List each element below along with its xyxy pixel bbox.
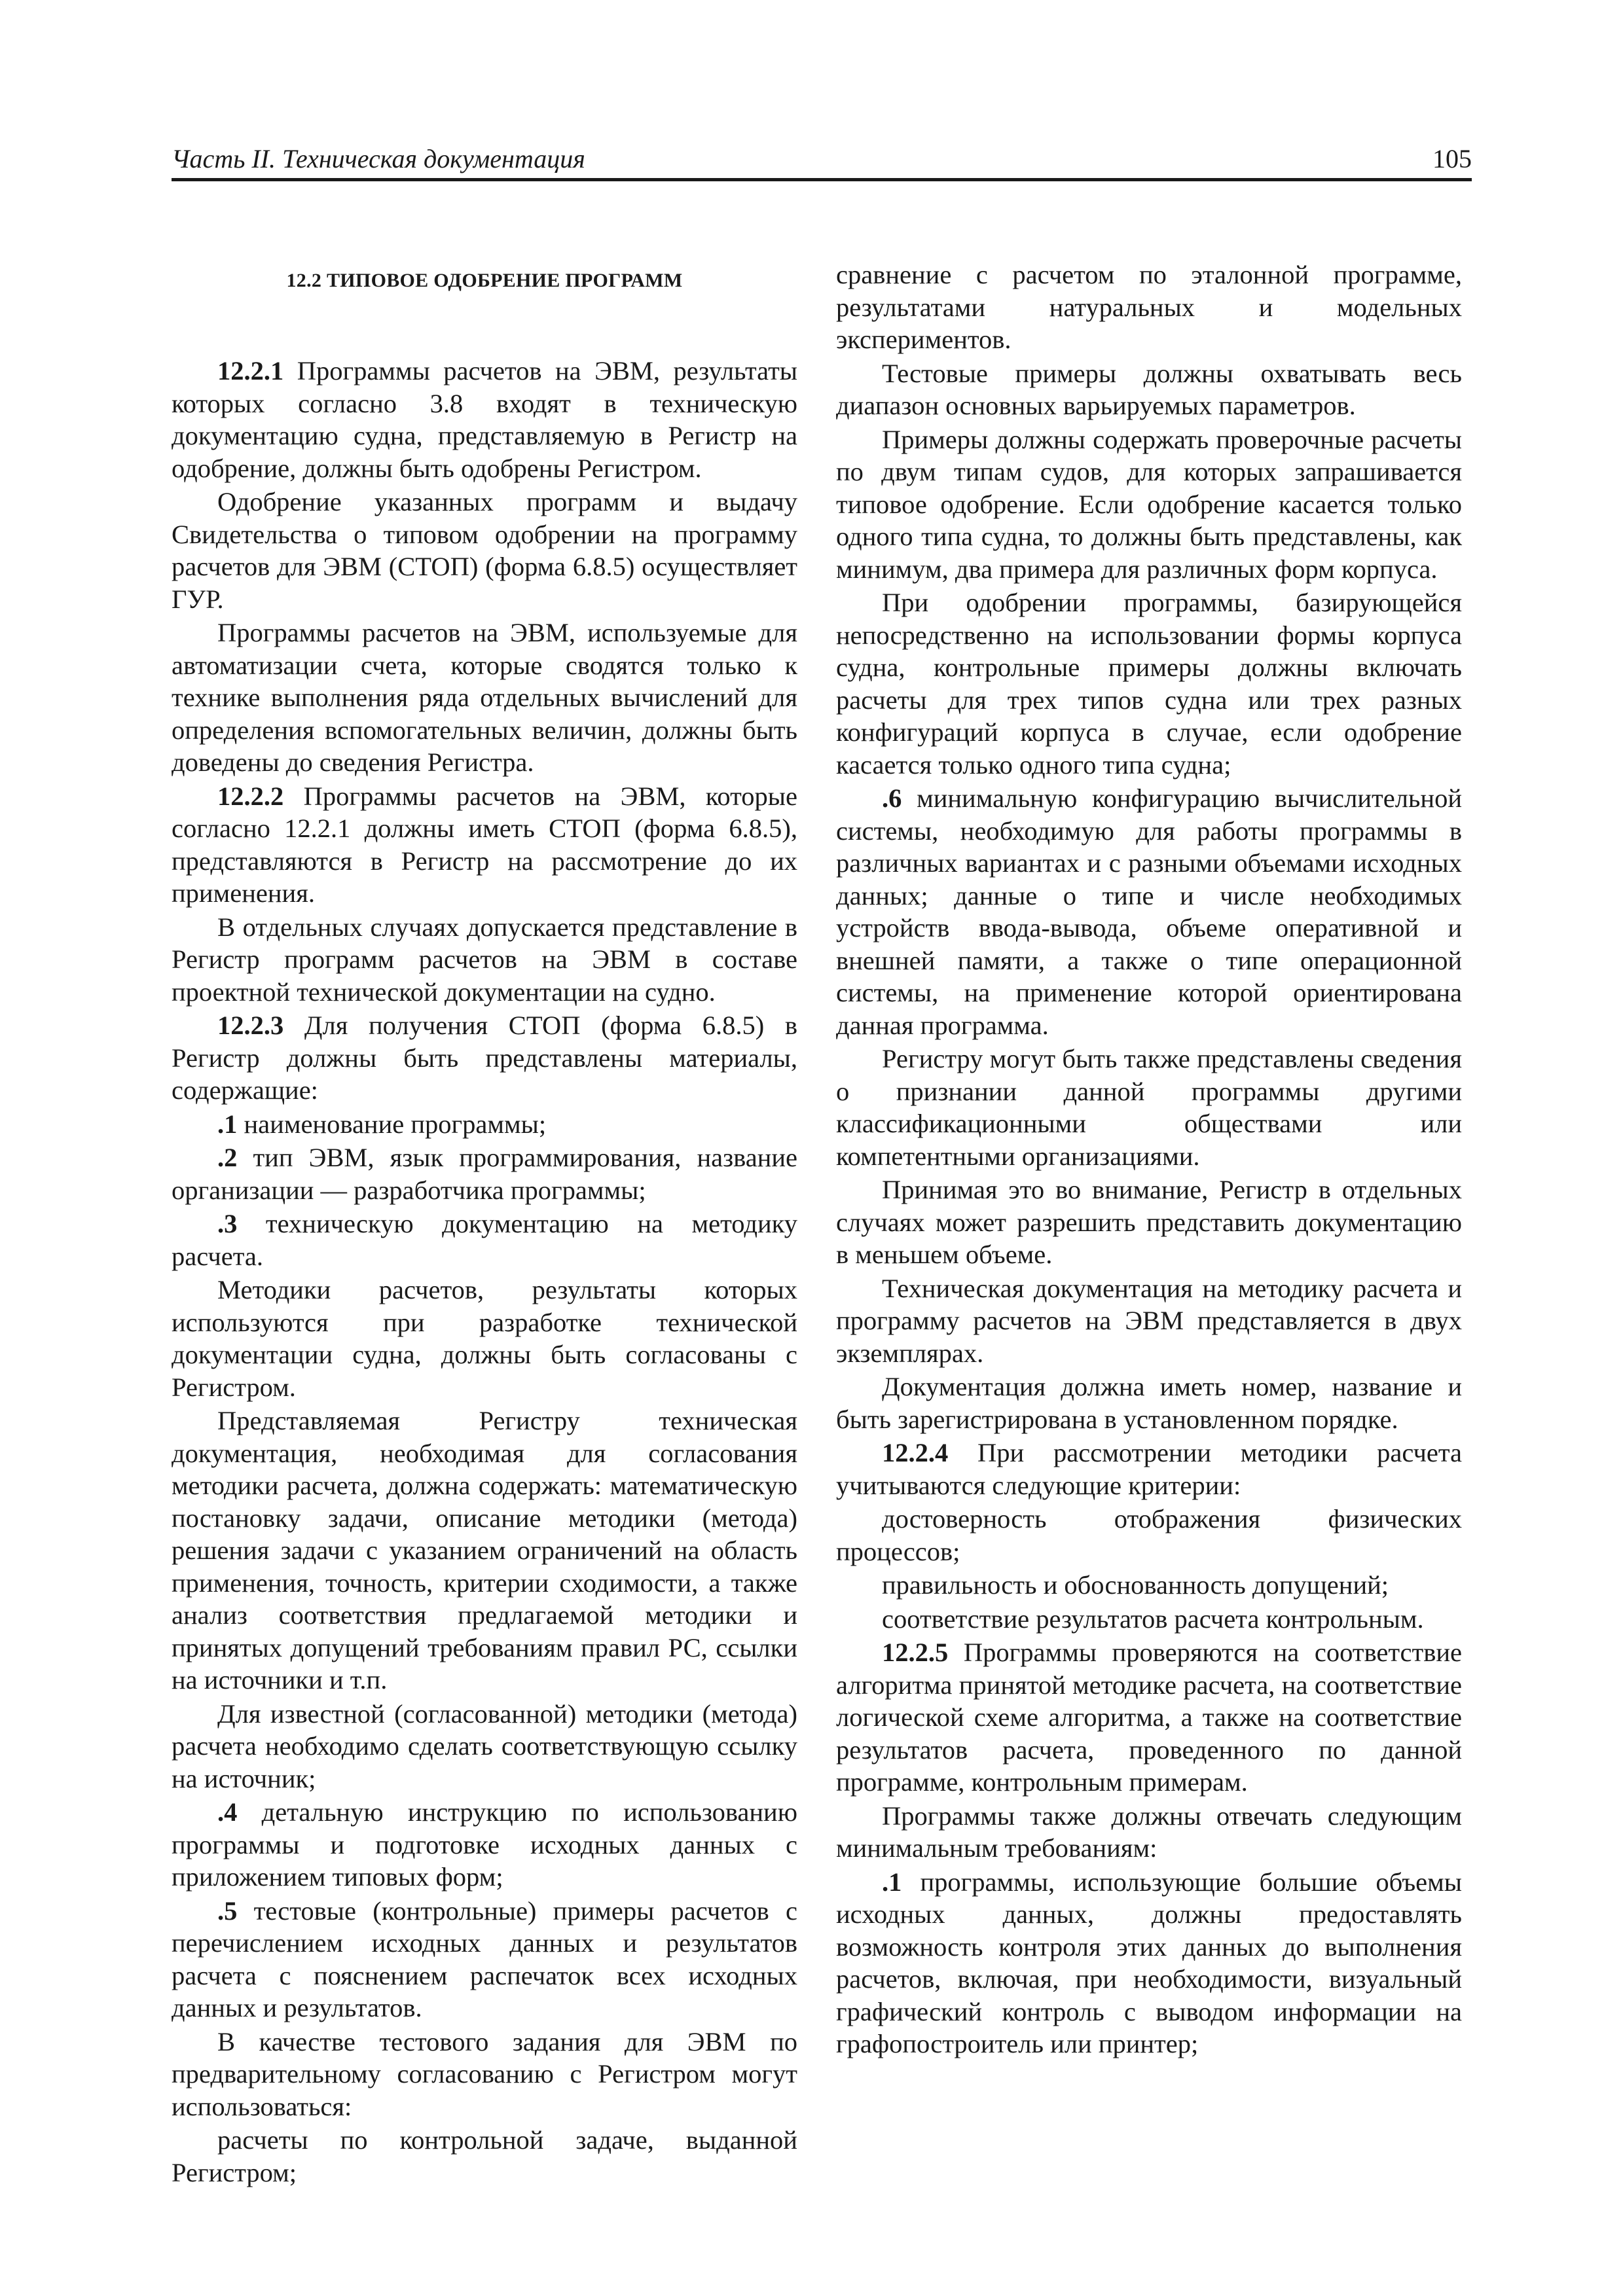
paragraph-text: Одобрение указанных программ и выдачу Свидетельства о типовом одобрении на программу расчетов для ЭВМ (СТОП) (форма 6.8.5) осуществляет ГУР. (172, 487, 797, 614)
paragraph (836, 1603, 1462, 1636)
paragraph (172, 1108, 797, 1141)
paragraph-text: В качестве тестового задания для ЭВМ по предварительному согласованию с Регистром могут использоваться: (172, 2026, 797, 2121)
paragraph (172, 355, 797, 484)
paragraph-text: сравнение с расчетом по эталонной программе, результатами натуральных и модельных экспериментов. (836, 260, 1462, 354)
paragraph-text: техническую документацию на методику расчета. (172, 1209, 797, 1271)
paragraph-text: Программы расчетов на ЭВМ, используемые для автоматизации счета, которые сводятся только к технике выполнения ряда отдельных вычислений для определения вспомогательных величин, должны быть доведены до сведения Регистра. (172, 618, 797, 777)
paragraph (836, 1636, 1462, 1799)
paragraph (172, 1141, 797, 1206)
clause-number: 12.2.2 (217, 781, 284, 811)
paragraph-text: тип ЭВМ, язык программирования, название организации — разработчика программы; (172, 1143, 797, 1205)
section-heading: 12.2 ТИПОВОЕ ОДОБРЕНИЕ ПРОГРАММ (286, 270, 683, 291)
paragraph-text: минимальную конфигурацию вычислительной системы, необходимую для работы программы в различных вариантах и с разными объемами исходных данных; данные о типе и числе необходимых устройств ввода-вывода, объеме оперативной и внешней памяти, а также о типе операционной системы, на применение которой ориентирована данная программа. (836, 783, 1462, 1040)
paragraph-text: правильность и обоснованность допущений; (882, 1570, 1389, 1600)
paragraph (836, 1503, 1462, 1568)
clause-number: .6 (882, 783, 902, 813)
paragraph (172, 2026, 797, 2123)
paragraph-text: При рассмотрении методики расчета учитываются следующие критерии: (836, 1438, 1462, 1500)
paragraph (172, 1698, 797, 1795)
paragraph-text: Примеры должны содержать проверочные расчеты по двум типам судов, для которых запрашивается типовое одобрение. Если одобрение касается только одного типа судна, то должны быть представлены, как минимум, два примера для различных форм корпуса. (836, 424, 1462, 584)
paragraph (836, 1569, 1462, 1602)
paragraph-text: Техническая документация на методику расчета и программу расчетов на ЭВМ представляется в двух экземплярах. (836, 1273, 1462, 1368)
paragraph (836, 259, 1462, 356)
paragraph (836, 782, 1462, 1041)
paragraph (172, 1009, 797, 1107)
paragraph-text: расчеты по контрольной задаче, выданной Регистром; (172, 2125, 797, 2187)
paragraph (172, 2124, 797, 2189)
paragraph (836, 586, 1462, 781)
paragraph (836, 1800, 1462, 1865)
paragraph (172, 1208, 797, 1272)
part-title: Часть II. Техническая документация (172, 144, 585, 173)
left-column (172, 259, 797, 2190)
paragraph (172, 1796, 797, 1893)
paragraph-text: Принимая это во внимание, Регистр в отдельных случаях может разрешить представить документацию в меньшем объеме. (836, 1175, 1462, 1269)
clause-number: 12.2.1 (217, 356, 284, 386)
clause-number: .5 (217, 1895, 238, 1926)
clause-number: 12.2.4 (882, 1438, 949, 1467)
paragraph-text: тестовые (контрольные) примеры расчетов с перечислением исходных данных и результатов расчета с пояснением распечаток всех исходных данных и результатов. (172, 1895, 797, 2022)
right-column (836, 259, 1462, 2062)
paragraph-text: Тестовые примеры должны охватывать весь диапазон основных варьируемых параметров. (836, 358, 1462, 420)
paragraph-text: Программы расчетов на ЭВМ, результаты которых согласно 3.8 входят в техническую документацию судна, представляемую в Регистр на одобрение, должны быть одобрены Регистром. (172, 356, 797, 483)
clause-number: .1 (217, 1109, 238, 1139)
paragraph (172, 1274, 797, 1403)
paragraph-text: Документация должна иметь номер, название и быть зарегистрирована в установленном порядке. (836, 1372, 1462, 1434)
paragraph-text: В отдельных случаях допускается представление в Регистр программ расчетов на ЭВМ в составе проектной технической документации на судно. (172, 912, 797, 1007)
paragraph (172, 486, 797, 615)
paragraph (836, 1866, 1462, 2060)
paragraph (172, 1895, 797, 2024)
page-number: 105 (1432, 144, 1472, 173)
clause-number: .4 (217, 1797, 238, 1827)
paragraph (836, 1272, 1462, 1370)
paragraph-text: Программы также должны отвечать следующим минимальным требованиям: (836, 1801, 1462, 1863)
paragraph-text: При одобрении программы, базирующейся непосредственно на использовании формы корпуса судна, контрольные примеры должны включать расчеты для трех типов судна или трех разных конфигураций корпуса в случае, если одобрение касается только одного типа судна; (836, 588, 1462, 780)
paragraph-text: Для известной (согласованной) методики (метода) расчета необходимо сделать соответствующую ссылку на источник; (172, 1698, 797, 1793)
clause-number: .3 (217, 1209, 238, 1238)
paragraph-text: детальную инструкцию по использованию программы и подготовке исходных данных с приложением типовых форм; (172, 1797, 797, 1892)
paragraph (836, 423, 1462, 586)
paragraph-text: соответствие результатов расчета контрольным. (882, 1604, 1424, 1634)
clause-number: .2 (217, 1143, 238, 1172)
paragraph (172, 780, 797, 910)
paragraph-text: Методики расчетов, результаты которых используются при разработке технической документации судна, должны быть согласованы с Регистром. (172, 1275, 797, 1402)
paragraph-text: Представляемая Регистру техническая документация, необходимая для согласования методики расчета, должна содержать: математическую постановку задачи, описание методики (метода) решения задачи с указанием ограничений на область применения, точность, критерии сходимости, а также анализ соответствия предлагаемой методики и принятых допущений требованиям правил РС, ссылки на источники и т.п. (172, 1406, 797, 1695)
paragraph (172, 1405, 797, 1696)
clause-number: 12.2.5 (882, 1638, 949, 1667)
paragraph (836, 1371, 1462, 1435)
paragraph (172, 617, 797, 779)
clause-number: .1 (882, 1867, 902, 1897)
paragraph (836, 357, 1462, 422)
paragraph-text: Для получения СТОП (форма 6.8.5) в Регистр должны быть представлены материалы, содержащие: (172, 1011, 797, 1105)
paragraph-text: Программы расчетов на ЭВМ, которые согласно 12.2.1 должны иметь СТОП (форма 6.8.5), представляются в Регистр на рассмотрение до их применения. (172, 781, 797, 908)
paragraph (836, 1174, 1462, 1271)
paragraph (836, 1437, 1462, 1501)
paragraph-text: программы, использующие большие объемы исходных данных, должны предоставлять возможность контроля этих данных до выполнения расчетов, включая, при необходимости, визуальный графический контроль с выводом информации на графопостроитель или принтер; (836, 1867, 1462, 2058)
paragraph (172, 911, 797, 1009)
paragraph (836, 1043, 1462, 1172)
paragraph-text: Программы проверяются на соответствие алгоритма принятой методике расчета, на соответствие логической схеме алгоритма, а также на соответствие результатов расчета, проведенного по данной программе, контрольным примерам. (836, 1638, 1462, 1797)
paragraph-text: наименование программы; (237, 1109, 547, 1139)
running-header (172, 137, 1472, 181)
paragraph-text: достоверность отображения физических процессов; (836, 1504, 1462, 1566)
paragraph-text: Регистру могут быть также представлены сведения о признании данной программы другими классификационными обществами или компетентными организациями. (836, 1044, 1462, 1171)
clause-number: 12.2.3 (217, 1011, 284, 1040)
